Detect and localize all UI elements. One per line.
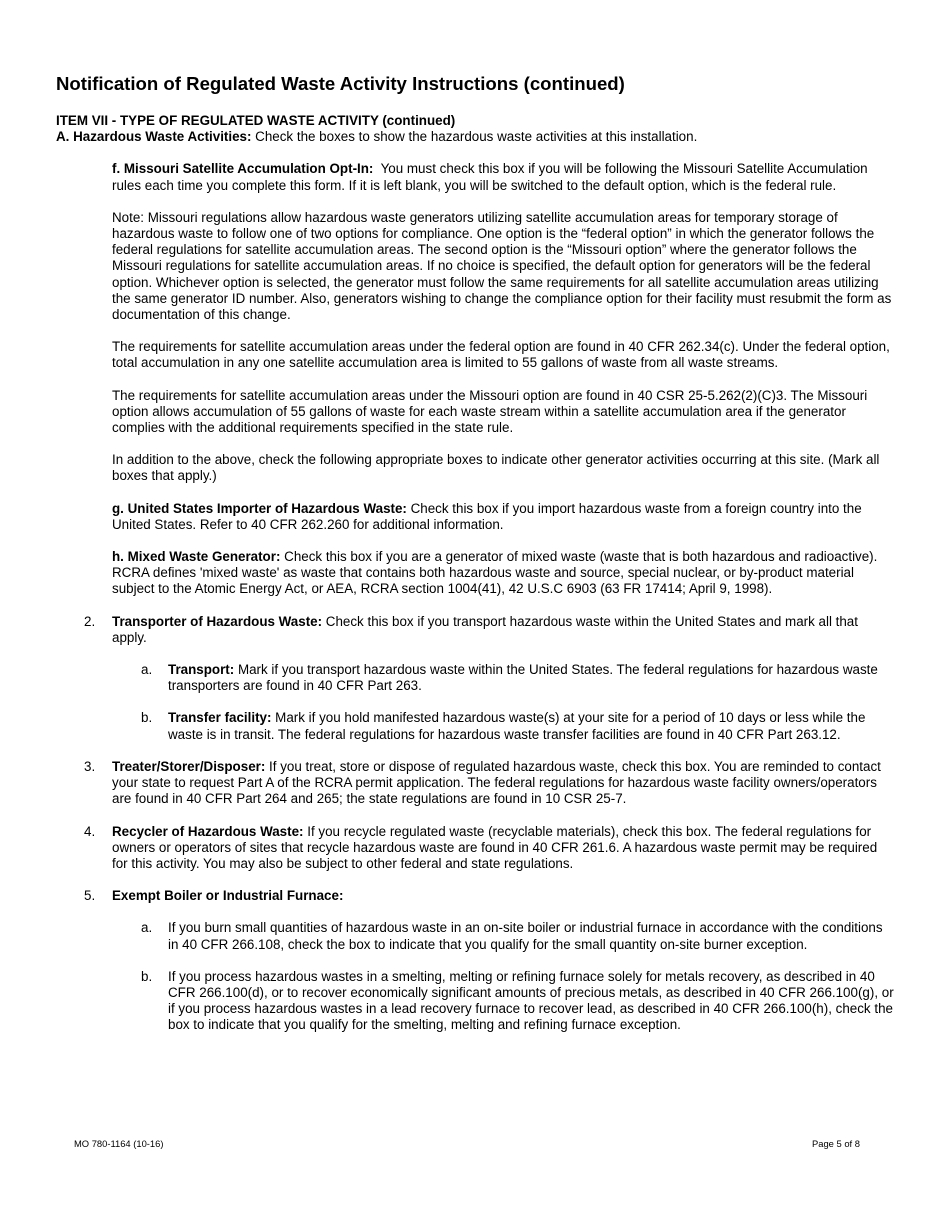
- item-2b: [56, 710, 896, 742]
- item-h-text: Check this box if you are a generator of mixed waste (waste that is both hazardous and radioactive). RCRA defines 'mixed waste' as waste that contains both hazardous waste and source, special nuclear, or by-product material subject to the Atomic Energy Act, or AEA, RCRA section 1004(41), 42 U.S.C 6903 (63 FR 17414; April 9, 1998).: [112, 549, 878, 597]
- item-5a-letter: a.: [141, 920, 153, 936]
- item-5: [56, 888, 896, 904]
- item-f-paragraph: [112, 161, 896, 193]
- item-2-label: Transporter of Hazardous Waste:: [112, 613, 323, 629]
- note-paragraph: Note: Missouri regulations allow hazardous waste generators utilizing satellite accumulation areas for temporary storage of hazardous waste to follow one of two options for compliance. One option is the “federal option” in which the generator follows the federal regulations for satellite accumulation areas. The second option is the “Missouri option” where the generator follows the Missouri regulations for satellite accumulation areas. If no choice is specified, the default option for generators will be the federal option. Whichever option is selected, the generator must follow the same requirements for all satellite accumulation areas utilizing the same generator ID number. Also, generators wishing to change the compliance option for their facility must resubmit the form as documentation of this change.: [112, 209, 892, 323]
- item-2b-text: Mark if you hold manifested hazardous waste(s) at your site for a period of 10 days or less while the waste is in transit. The federal regulations for hazardous waste transfer facilities are found in 40 CFR Part 263.12.: [168, 710, 866, 742]
- item-g-text: Check this box if you import hazardous waste from a foreign country into the United States. Refer to 40 CFR 262.260 for additional information.: [112, 500, 862, 532]
- item-2b-label: Transfer facility:: [168, 710, 272, 726]
- item-2: [56, 614, 896, 646]
- item-5-number: 5.: [84, 888, 96, 904]
- item-5-label: Exempt Boiler or Industrial Furnace:: [112, 888, 344, 904]
- generator-subitems: [112, 161, 896, 597]
- missouri-requirements-paragraph: The requirements for satellite accumulation areas under the Missouri option are found in 40 CSR 25-5.262(2)(C)3. The Missouri option allows accumulation of 55 gallons of waste for each waste stream within a satellite accumulation area if the generator complies with the additional requirements specified in the state rule.: [112, 387, 868, 436]
- item-h-paragraph: [112, 549, 896, 598]
- item-h-label: h. Mixed Waste Generator:: [112, 549, 281, 565]
- item-3: [56, 759, 896, 808]
- item-f-text: You must check this box if you will be following the Missouri Satellite Accumulation rules each time you complete this form. If it is left blank, you will be switched to the default option, which is the federal rule.: [112, 161, 872, 193]
- item-4-label: Recycler of Hazardous Waste:: [112, 823, 304, 839]
- item-5b-text: If you process hazardous wastes in a smelting, melting or refining furnace solely for metals recovery, as described in 40 CFR 266.100(d), or to recover economically significant amounts of precious metals, as described in 40 CFR 266.100(g), or if you process hazardous wastes in a lead recovery furnace to recover lead, as described in 40 CFR 266.100(h), check the box to indicate that you qualify for the smelting, melting and refining furnace exception.: [168, 968, 894, 1033]
- item-5a-text: If you burn small quantities of hazardous waste in an on-site boiler or industrial furnace in accordance with the conditions in 40 CFR 266.108, check the box to indicate that you qualify for the small quantity on-site burner exception.: [168, 920, 883, 952]
- item-4: [56, 824, 896, 873]
- section-a-text: Check the boxes to show the hazardous waste activities at this installation.: [251, 129, 698, 145]
- item-2b-letter: b.: [141, 710, 153, 726]
- item-5b: [56, 969, 896, 1034]
- item-3-number: 3.: [84, 758, 96, 774]
- federal-requirements-paragraph: The requirements for satellite accumulation areas under the federal option are found in 40 CFR 262.34(c). Under the federal option, total accumulation in any one satellite accumulation area is limited to 55 gallons of waste from all waste streams.: [112, 339, 890, 371]
- addition-paragraph: In addition to the above, check the following appropriate boxes to indicate other generator activities occurring at this site. (Mark all boxes that apply.): [112, 452, 880, 484]
- item-4-number: 4.: [84, 823, 96, 839]
- item-3-text: If you treat, store or dispose of regulated hazardous waste, check this box. You are reminded to contact your state to request Part A of the RCRA permit application. The federal regulations for hazardous waste facility owners/operators are found in 40 CFR Part 264 and 265; the state regulations are found in 10 CSR 25-7.: [112, 758, 881, 807]
- form-id-footer: MO 780-1164 (10-16): [74, 1138, 164, 1149]
- section-a-label: A. Hazardous Waste Activities:: [56, 129, 252, 145]
- page-number-footer: Page 5 of 8: [812, 1138, 860, 1149]
- item-2a: [56, 662, 896, 694]
- item-5a: [56, 920, 896, 952]
- item-5b-letter: b.: [141, 968, 153, 984]
- item-heading: ITEM VII - TYPE OF REGULATED WASTE ACTIVITY (continued): [56, 113, 456, 128]
- item-f-label: f. Missouri Satellite Accumulation Opt-In:: [112, 161, 374, 177]
- item-2-number: 2.: [84, 613, 96, 629]
- item-2-text: Check this box if you transport hazardous waste within the United States and mark all that apply.: [112, 613, 858, 645]
- item-g-label: g. United States Importer of Hazardous Waste:: [112, 500, 407, 516]
- item-2a-letter: a.: [141, 662, 153, 678]
- item-2a-text: Mark if you transport hazardous waste within the United States. The federal regulations for hazardous waste transporters are found in 40 CFR Part 263.: [168, 662, 878, 694]
- item-2a-label: Transport:: [168, 662, 235, 678]
- section-a-intro: [56, 129, 896, 145]
- item-3-label: Treater/Storer/Disposer:: [112, 758, 266, 774]
- item-g-paragraph: [112, 501, 896, 533]
- document-page: [56, 72, 896, 1050]
- page-title: Notification of Regulated Waste Activity Instructions (continued): [56, 73, 625, 94]
- item-4-text: If you recycle regulated waste (recyclable materials), check this box. The federal regulations for owners or operators of sites that recycle hazardous waste are found in 40 CFR 261.6. A hazardous waste permit may be required for this activity. You may also be subject to other federal and state regulations.: [112, 823, 878, 871]
